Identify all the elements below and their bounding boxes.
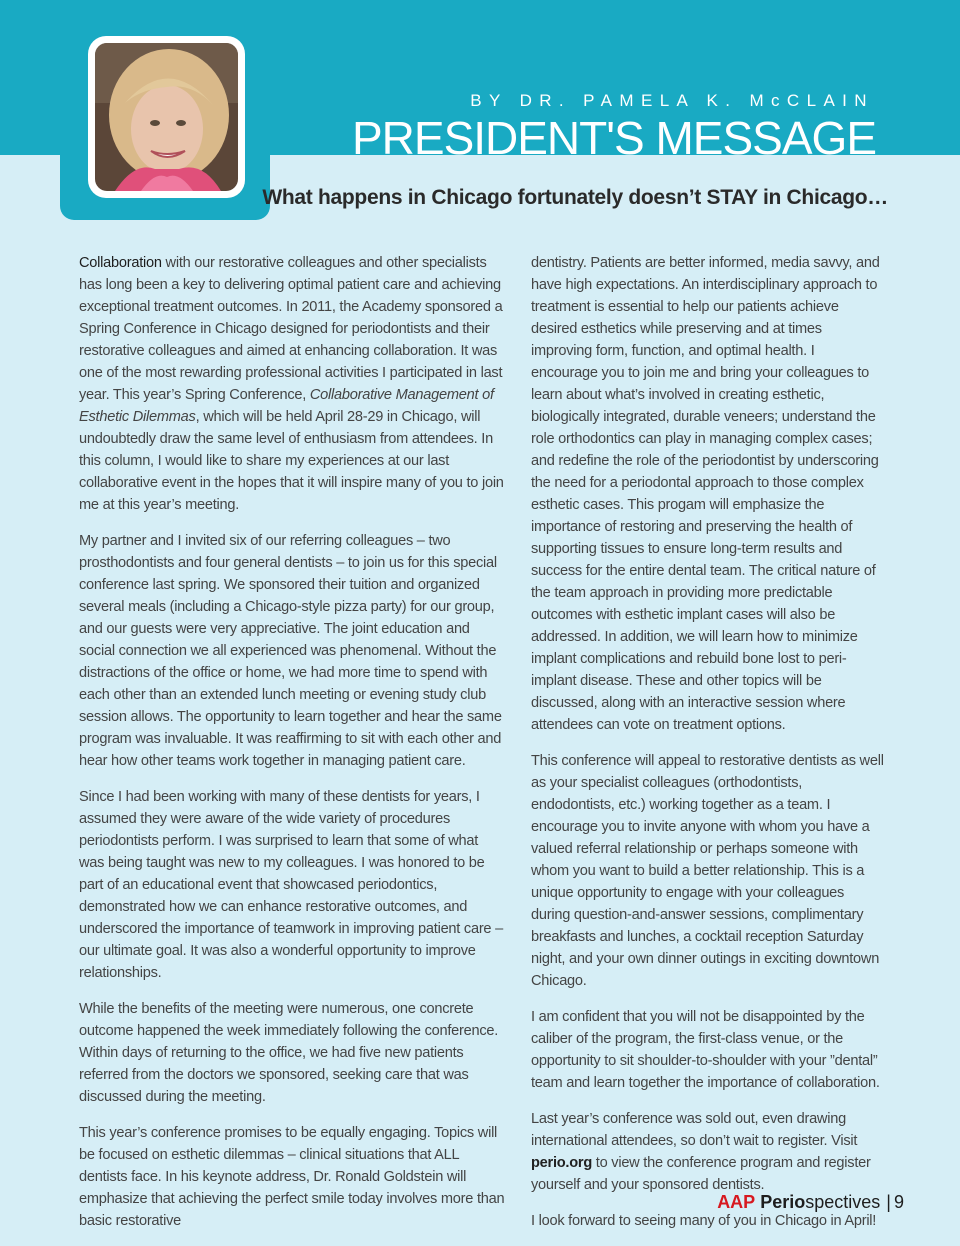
article-column-right xyxy=(531,252,885,1246)
brand-spectives: spectives xyxy=(805,1192,881,1212)
conference-title: Collaborative Management of Esthetic Dilemmas xyxy=(79,387,494,425)
paragraph: Since I had been working with many of these dentists for years, I assumed they were aware of the wide variety of procedures periodontists perform. I was surprised to learn that some of what was being taught was new to my colleagues. I was honored to be part of an educational event that showcased periodontics, demonstrated how we can enhance restorative outcomes, and underscored the importance of teamwork in improving patient care – our ultimate goal. It was also a wonderful opportunity to improve relationships. xyxy=(79,789,503,981)
author-photo-card xyxy=(88,36,245,198)
footer-separator: | xyxy=(886,1192,891,1212)
paragraph xyxy=(79,252,505,516)
paragraph: I am confident that you will not be disappointed by the caliber of the program, the first-class venue, or the opportunity to sit shoulder-to-shoulder with your ”dental” team and learn together the importance of collaboration. xyxy=(531,1009,880,1091)
paragraph: dentistry. Patients are better informed, media savvy, and have high expectations. An interdisciplinary approach to treatment is essential to help our patients achieve desired esthetics while preserving and at times improving form, function, and optimal health. I encourage you to join me and bring your colleagues to learn about what’s involved in creating esthetic, biologically integrated, durable veneers; understand the role orthodontics can play in managing complex cases; and redefine the role of the periodontist by underscoring the need for a periodontal approach to those complex esthetic cases. This progam will emphasize the importance of restoring and preserving the health of supporting tissues to ensure long-term results and success for the entire dental team. The critical nature of the team approach in providing more predictable outcomes with esthetic implant cases will also be addressed. In addition, we will learn how to minimize implant complications and rebuild bone lost to peri-implant disease. These and other topics will be discussed, along with an interactive session where attendees can vote on treatment options. xyxy=(531,255,880,733)
paragraph: This year’s conference promises to be equally engaging. Topics will be focused on esthetic dilemmas – clinical situations that ALL dentists face. In his keynote address, Dr. Ronald Goldstein will emphasize that achieving the perfect smile today involves more than basic restorative xyxy=(79,1125,505,1229)
page-title: PRESIDENT'S MESSAGE xyxy=(351,112,876,164)
subtitle: What happens in Chicago fortunately doesn’t STAY in Chicago… xyxy=(262,186,888,209)
author-photo xyxy=(95,43,238,191)
perio-link[interactable]: perio.org xyxy=(531,1155,592,1171)
paragraph xyxy=(531,1108,885,1196)
byline: BY DR. PAMELA K. McCLAIN xyxy=(470,91,874,110)
paragraph-text: , which will be held April 28-29 in Chicago, will undoubtedly draw the same level of enthusiasm from attendees. In this column, I would like to share my experiences at our last collaborative event in the hopes that it will inspire many of you to join me at this year’s meeting. xyxy=(79,409,504,513)
article-column-left xyxy=(79,252,505,1246)
footer xyxy=(717,1192,904,1213)
paragraph-text: to view the conference program and register yourself and your sponsored dentists. xyxy=(531,1155,871,1193)
paragraph: I look forward to seeing many of you in Chicago in April! xyxy=(531,1213,877,1229)
paragraph: This conference will appeal to restorative dentists as well as your specialist colleagues (orthodontists, endodontists, etc.) working together as a team. I encourage you to invite anyone with whom you have a valued referral relationship or perhaps someone with whom you want to build a better relationship. This is a unique opportunity to engage with your colleagues during question-and-answer sessions, complimentary breakfasts and lunches, a cocktail reception Saturday night, and your own dinner outings in exciting downtown Chicago. xyxy=(531,753,884,989)
page-number: 9 xyxy=(893,1192,904,1212)
brand-aap: AAP xyxy=(717,1192,756,1212)
paragraph: My partner and I invited six of our referring colleagues – two prosthodontists and four general dentists – to join us for this special conference last spring. We sponsored their tuition and organized several meals (including a Chicago-style pizza party) for our group, and our guests were very appreciative. The joint education and social connection we all experienced was phenomenal. Without the distractions of the office or home, we had more time to spend with each other than an extended lunch meeting or evening study club session allows. The opportunity to learn together and hear the same program was invaluable. It was reaffirming to sit with each other and hear how other teams work together in managing patient care. xyxy=(79,533,502,769)
paragraph-text: with our restorative colleagues and other specialists has long been a key to delivering optimal patient care and achieving exceptional treatment outcomes. In 2011, the Academy sponsored a Spring Conference in Chicago designed for periodontists and their restorative colleagues and aimed at enhancing collaboration. It was one of the most rewarding professional activities I participated in last year. This year’s Spring Conference, xyxy=(79,255,503,403)
brand-perio: Perio xyxy=(760,1192,806,1212)
paragraph: While the benefits of the meeting were numerous, one concrete outcome happened the week immediately following the conference. Within days of returning to the office, we had five new patients referred from the doctors we sponsored, seeking care that was discussed during the meeting. xyxy=(79,1001,499,1105)
lead-word: Collaboration xyxy=(79,255,162,271)
paragraph-text: Last year’s conference was sold out, even drawing international attendees, so don’t wait to register. Visit xyxy=(531,1111,858,1149)
